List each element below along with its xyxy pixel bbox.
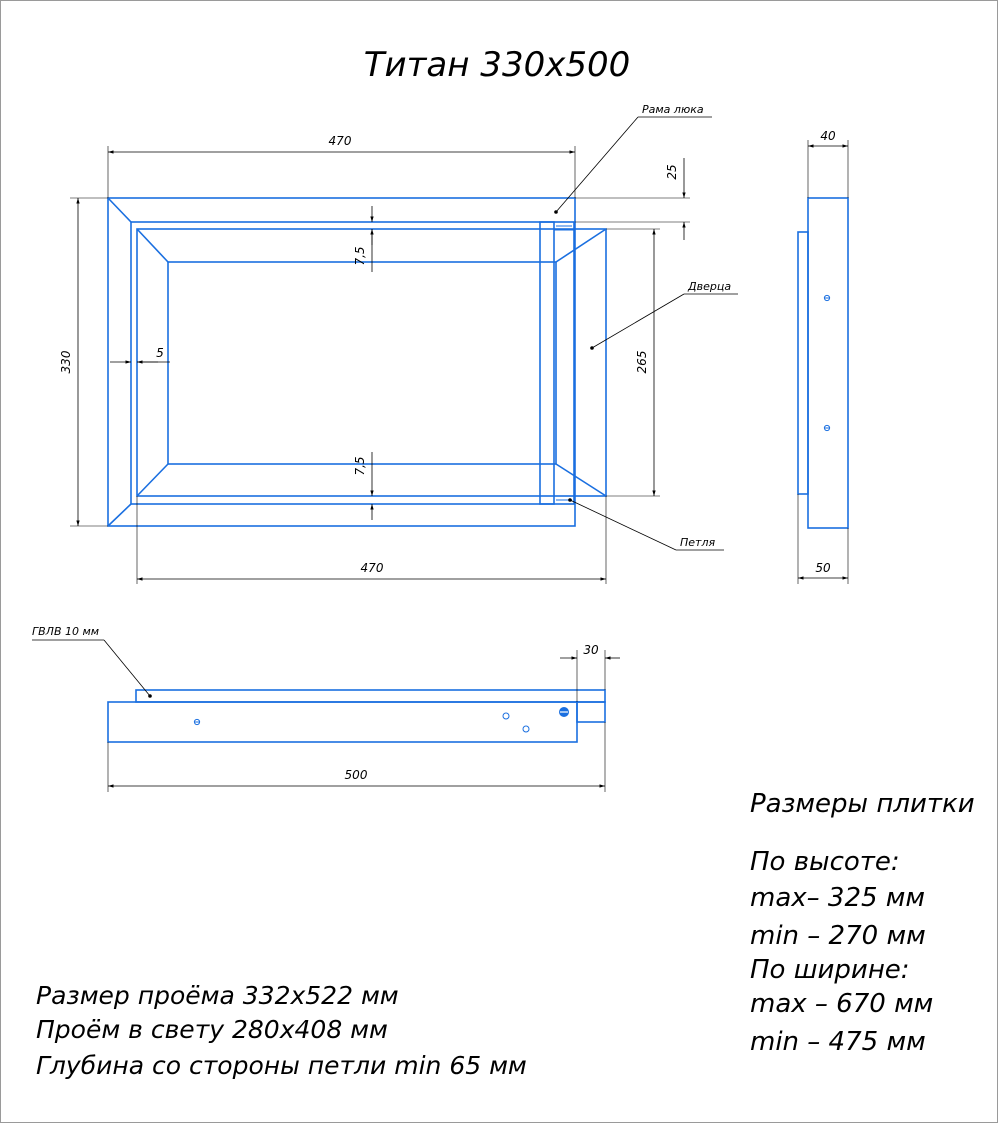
dim-top-width: 470 — [328, 134, 352, 148]
tile-heading: Размеры плитки — [750, 789, 975, 819]
front-dimensions — [59, 134, 690, 584]
dim-gap-left: 5 — [156, 346, 164, 360]
label-frame: Рама люка — [642, 103, 704, 116]
dim-bottom-width: 470 — [360, 561, 384, 575]
frame-outer — [108, 198, 575, 526]
dim-bottom-overhang: 30 — [583, 643, 599, 657]
dim-bottom-length: 500 — [344, 768, 368, 782]
drawing-title: Титан 330x500 — [363, 45, 631, 85]
tile-width-min: min – 475 мм — [750, 1027, 926, 1057]
note-clear: Проём в свету 280х408 мм — [36, 1015, 388, 1044]
tile-width-heading: По ширине: — [750, 955, 910, 985]
hinge-column — [540, 222, 554, 504]
tile-height-min: min – 270 мм — [750, 921, 926, 951]
opening-notes — [36, 981, 527, 1080]
door-outer — [137, 229, 606, 496]
tile-height-max: max– 325 мм — [750, 883, 926, 913]
label-board: ГВЛВ 10 мм — [32, 625, 100, 638]
label-hinge: Петля — [680, 536, 716, 549]
bottom-hinge-block — [577, 702, 605, 722]
door-inner — [168, 262, 556, 464]
dim-side-depth-bottom: 50 — [815, 561, 831, 575]
label-door: Дверца — [688, 280, 732, 293]
dim-height: 330 — [59, 350, 73, 374]
dim-inner-height: 265 — [635, 350, 649, 374]
bottom-view — [32, 625, 620, 792]
dim-gap-top: 7,5 — [353, 246, 367, 266]
bottom-board — [136, 690, 605, 702]
tile-sizes — [750, 789, 975, 1057]
side-body — [808, 198, 848, 528]
bottom-body — [108, 702, 577, 742]
note-opening: Размер проёма 332х522 мм — [36, 981, 399, 1010]
dim-side-depth-top: 40 — [820, 129, 836, 143]
note-depth: Глубина со стороны петли min 65 мм — [36, 1051, 527, 1080]
tile-width-max: max – 670 мм — [750, 989, 934, 1019]
dim-gap-bottom: 7,5 — [353, 456, 367, 476]
tile-height-heading: По высоте: — [750, 847, 900, 877]
side-view — [798, 129, 848, 584]
dim-offset-top: 25 — [665, 164, 679, 180]
side-board — [798, 232, 808, 494]
leaders — [554, 103, 738, 550]
